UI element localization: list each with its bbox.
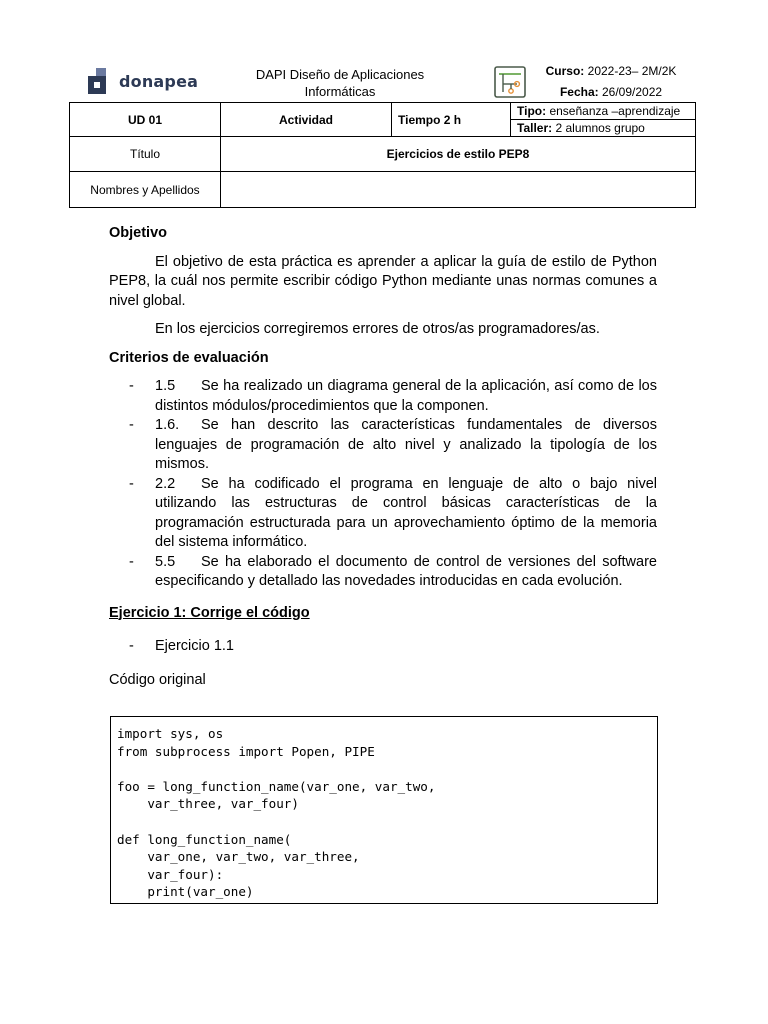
course-title-line1: DAPI Diseño de Aplicaciones bbox=[255, 67, 425, 82]
list-item: - 2.2 Se ha codificado el programa en lenguaje de alto o bajo nivel utilizando las estructuras de control básicas características de la programación estructurada para un aprovechamiento óptimo de la memoria del sistema informático. bbox=[129, 475, 657, 550]
course-title-line2: Informáticas bbox=[304, 84, 376, 99]
titulo-value: Ejercicios de estilo PEP8 bbox=[221, 137, 696, 172]
course-meta bbox=[531, 61, 691, 103]
list-item: - Ejercicio 1.1 bbox=[129, 638, 234, 654]
titulo-label: Título bbox=[70, 137, 221, 172]
document-body bbox=[109, 224, 657, 690]
nombres-label: Nombres y Apellidos bbox=[70, 172, 221, 208]
brand-name: donapea bbox=[119, 71, 199, 91]
tipo-label: Tipo: bbox=[517, 104, 547, 118]
list-item: - 1.5 Se ha realizado un diagrama general de la aplicación, así como de los distintos módulos/procedimientos que la componen. bbox=[129, 378, 657, 414]
list-item: - 1.6. Se han descrito las características fundamentales de diversos lenguajes de programación de alto nivel y analizado la tipología de los mismos. bbox=[129, 417, 657, 472]
ejercicio-heading: Ejercicio 1: Corrige el código bbox=[109, 604, 310, 621]
fecha-label: Fecha: bbox=[559, 85, 599, 99]
activity-info-table bbox=[69, 102, 696, 208]
donapea-logo-icon bbox=[88, 68, 114, 94]
list-item: - 5.5 Se ha elaborado el documento de control de versiones del software especificando y detallado las novedades introducidas en cada evolución. bbox=[129, 553, 657, 589]
curso-label: Curso: bbox=[545, 64, 585, 78]
nombres-input[interactable] bbox=[221, 172, 696, 208]
objetivo-paragraph-2: En los ejercicios corregiremos errores de otros/as programadores/as. bbox=[155, 321, 600, 337]
curso-row bbox=[531, 61, 691, 82]
curso-value: 2022-23– 2M/2K bbox=[587, 64, 677, 78]
actividad-cell: Actividad bbox=[221, 103, 392, 137]
taller-cell bbox=[511, 120, 696, 137]
objetivo-paragraph-1: El objetivo de esta práctica es aprender a aplicar la guía de estilo de Python PEP8, la cuál nos permite escribir código Python mediante unas normas comunes a nivel global. bbox=[109, 253, 657, 309]
tiempo-cell: Tiempo 2 h bbox=[392, 103, 511, 137]
tipo-value: enseñanza –aprendizaje bbox=[549, 104, 681, 118]
fecha-value: 26/09/2022 bbox=[601, 85, 663, 99]
code-label: Código original bbox=[109, 671, 206, 688]
course-title bbox=[230, 66, 450, 100]
objetivo-heading: Objetivo bbox=[109, 225, 168, 241]
code-block: import sys, os from subprocess import Popen, PIPE foo = long_function_name(var_one, var_two, var_three, var_four) def long_function_name( var_one, var_two, var_three, var_four): print(var_one) bbox=[110, 716, 658, 904]
circuit-board-icon bbox=[493, 64, 527, 100]
fecha-row bbox=[531, 82, 691, 103]
brand-logo bbox=[88, 68, 198, 94]
taller-value: 2 alumnos grupo bbox=[555, 121, 645, 135]
taller-label: Taller: bbox=[517, 121, 553, 135]
criterios-list bbox=[109, 377, 657, 592]
ejercicio-list bbox=[109, 637, 657, 657]
criterios-heading: Criterios de evaluación bbox=[109, 349, 269, 366]
ud-cell: UD 01 bbox=[70, 103, 221, 137]
tipo-cell bbox=[511, 103, 696, 120]
